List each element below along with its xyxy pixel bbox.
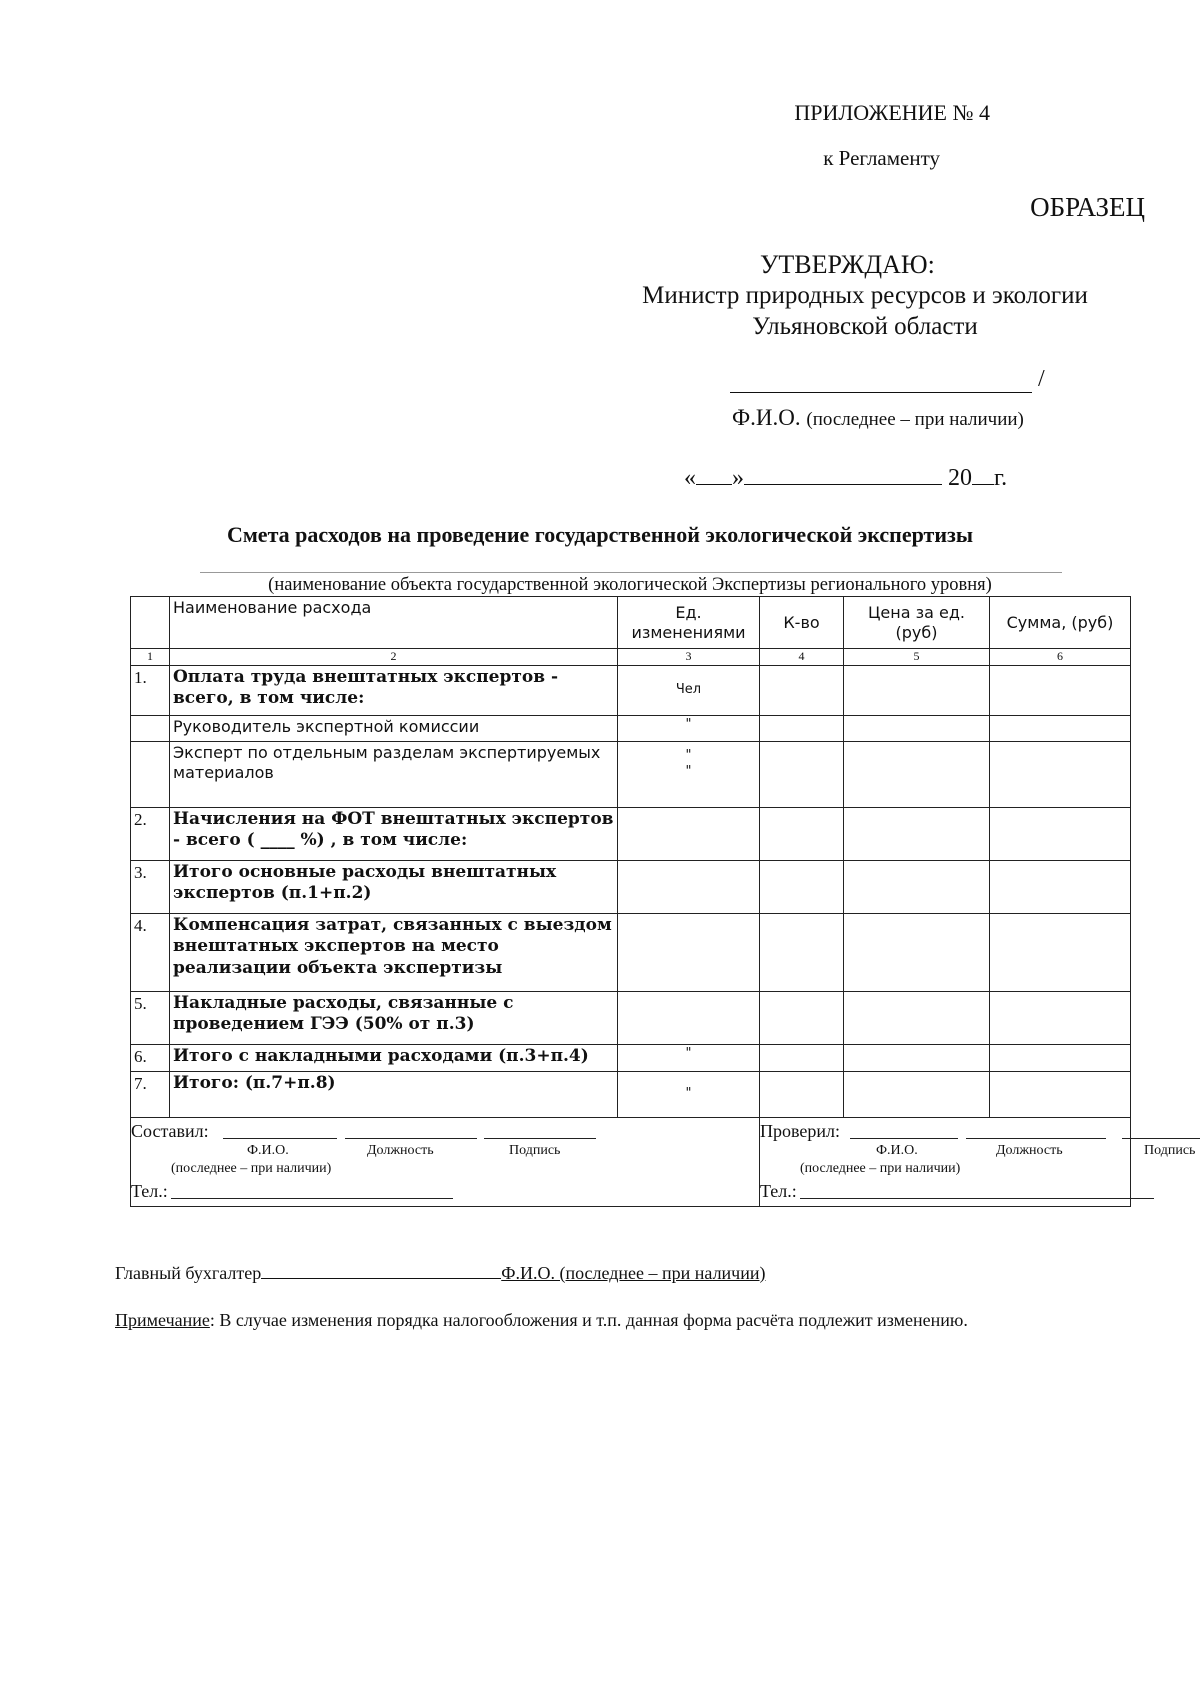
checked-by-block [760,1118,1196,1207]
row-qty [760,742,844,808]
minister-title-line2: Ульяновской области [752,313,978,340]
checked-phone-label: Тел.: [760,1181,797,1201]
date-month-blank [744,464,942,485]
row-sum [990,808,1131,861]
row-price [844,808,990,861]
row-num: 7. [131,1072,170,1118]
chief-accountant-fio: Ф.И.О. (последнее – при наличии) [501,1263,766,1283]
date-suffix: г. [994,465,1008,491]
row-num [131,742,170,808]
compiled-position-blank [345,1122,477,1139]
compiled-signature-caption: Подпись [509,1143,561,1158]
row-unit [618,808,760,861]
row-name: Оплата труда внештатных экспертов - всего, в том числе: [170,666,618,716]
table-row [131,716,1131,742]
header-unit-line1: Ед. [675,602,702,622]
chief-accountant-label: Главный бухгалтер [115,1263,262,1283]
header-unit [618,597,760,649]
row-price [844,666,990,716]
row-sum [990,742,1131,808]
header-price-line1: Цена за ед. [867,602,965,622]
chief-accountant-blank [261,1262,501,1279]
header-unit-line2: изменениями [631,622,746,642]
header-price [844,597,990,649]
row-price [844,861,990,914]
minister-title-line1: Министр природных ресурсов и экологии [642,282,1088,309]
date-year-prefix: 20 [948,465,972,491]
index-cell: 4 [760,649,844,666]
chief-accountant-line [115,1262,766,1284]
row-sum [990,716,1131,742]
row-price [844,1045,990,1072]
row-num: 2. [131,808,170,861]
row-price [844,914,990,992]
row-name: Начисления на ФОТ внештатных экспертов - всего ( ____ %) , в том числе: [170,808,618,861]
header-num [131,597,170,649]
table-row [131,666,1131,716]
note-line [115,1310,968,1331]
row-name: Итого основные расходы внештатных экспертов (п.1+п.2) [170,861,618,914]
row-unit [618,914,760,992]
row-sum [990,861,1131,914]
approve-heading: УТВЕРЖДАЮ: [760,250,935,279]
compiled-fio-caption: Ф.И.О. [247,1143,289,1158]
row-num: 4. [131,914,170,992]
checked-fio-note: (последнее – при наличии) [800,1161,961,1176]
row-num: 3. [131,861,170,914]
document-title: Смета расходов на проведение государственной экологической экспертизы [226,522,974,547]
row-price [844,992,990,1045]
row-unit [618,861,760,914]
row-qty [760,914,844,992]
note-label: Примечание [115,1310,210,1330]
row-unit [618,992,760,1045]
signature-slash: / [1038,366,1045,392]
row-unit: " " [618,742,760,808]
compiled-fio-note: (последнее – при наличии) [171,1161,332,1176]
compiled-label: Составил: [131,1121,209,1141]
table-row [131,992,1131,1045]
row-num: 6. [131,1045,170,1072]
row-sum [990,992,1131,1045]
compiled-by-block [131,1118,760,1207]
compiled-phone-label: Тел.: [131,1181,168,1201]
date-open-quote: « [684,465,696,491]
row-unit: " [618,716,760,742]
row-name: Компенсация затрат, связанных с выездом внештатных экспертов на место реализации объекта экспертизы [170,914,618,992]
row-unit: " [618,1045,760,1072]
signature-blank [730,368,1032,393]
compiled-position-caption: Должность [367,1143,434,1158]
index-cell: 5 [844,649,990,666]
table-row [131,861,1131,914]
table-index-row [131,649,1131,666]
estimate-table [130,596,1196,1207]
header-qty: К-во [760,597,844,649]
row-unit: " [618,1072,760,1118]
row-name: Руководитель экспертной комиссии [170,716,618,742]
row-qty [760,1045,844,1072]
row-qty [760,716,844,742]
table-header-row [131,597,1131,649]
row-sum [990,1045,1131,1072]
row-qty [760,861,844,914]
table-row [131,808,1131,861]
table-row [131,742,1131,808]
checked-phone-blank [800,1182,1154,1199]
row-price [844,1072,990,1118]
table-row [131,914,1131,992]
compiled-signature-blank [484,1122,596,1139]
header-sum: Сумма, (руб) [990,597,1131,649]
row-price [844,716,990,742]
compiled-phone-blank [171,1182,453,1199]
row-name: Итого с накладными расходами (п.3+п.4) [170,1045,618,1072]
approval-signature-line [730,366,1045,393]
checked-signature-blank [1122,1122,1200,1139]
table-row [131,1072,1131,1118]
date-day-blank [696,464,732,485]
checked-fio-caption: Ф.И.О. [876,1143,918,1158]
row-qty [760,808,844,861]
row-sum [990,914,1131,992]
table-row [131,1045,1131,1072]
row-name: Итого: (п.7+п.8) [170,1072,618,1118]
row-unit: Чел [618,666,760,716]
reglament-reference: к Регламенту [823,146,940,170]
index-cell: 3 [618,649,760,666]
row-num [131,716,170,742]
header-price-line2: (руб) [895,622,938,642]
signature-row [131,1118,1131,1207]
checked-label: Проверил: [760,1121,840,1141]
index-cell: 2 [170,649,618,666]
row-num: 1. [131,666,170,716]
checked-signature-caption: Подпись [1144,1143,1196,1158]
row-num: 5. [131,992,170,1045]
row-qty [760,1072,844,1118]
row-qty [760,666,844,716]
row-sum [990,666,1131,716]
checked-fio-blank [850,1122,958,1139]
checked-position-blank [966,1122,1106,1139]
row-price [844,742,990,808]
appendix-number: ПРИЛОЖЕНИЕ № 4 [794,100,990,125]
fio-note: (последнее – при наличии) [806,409,1024,430]
approval-fio [732,405,1024,431]
object-name-line [200,572,1062,573]
approval-date [684,464,1007,492]
checked-position-caption: Должность [996,1143,1063,1158]
index-cell: 6 [990,649,1131,666]
header-name: Наименование расхода [170,597,618,649]
date-year-blank [972,464,994,485]
compiled-fio-blank [223,1122,337,1139]
row-sum [990,1072,1131,1118]
note-text: : В случае изменения порядка налогообложения и т.п. данная форма расчёта подлежит изменению. [209,1310,968,1330]
date-close-quote: » [732,465,744,491]
index-cell: 1 [131,649,170,666]
sample-label: ОБРАЗЕЦ [1030,192,1145,222]
row-name: Накладные расходы, связанные с проведением ГЭЭ (50% от п.3) [170,992,618,1045]
row-qty [760,992,844,1045]
row-name: Эксперт по отдельным разделам экспертируемых материалов [170,742,618,808]
fio-label: Ф.И.О. [732,405,801,430]
object-name-caption: (наименование объекта государственной экологической Экспертизы регионального уровня) [268,575,992,595]
